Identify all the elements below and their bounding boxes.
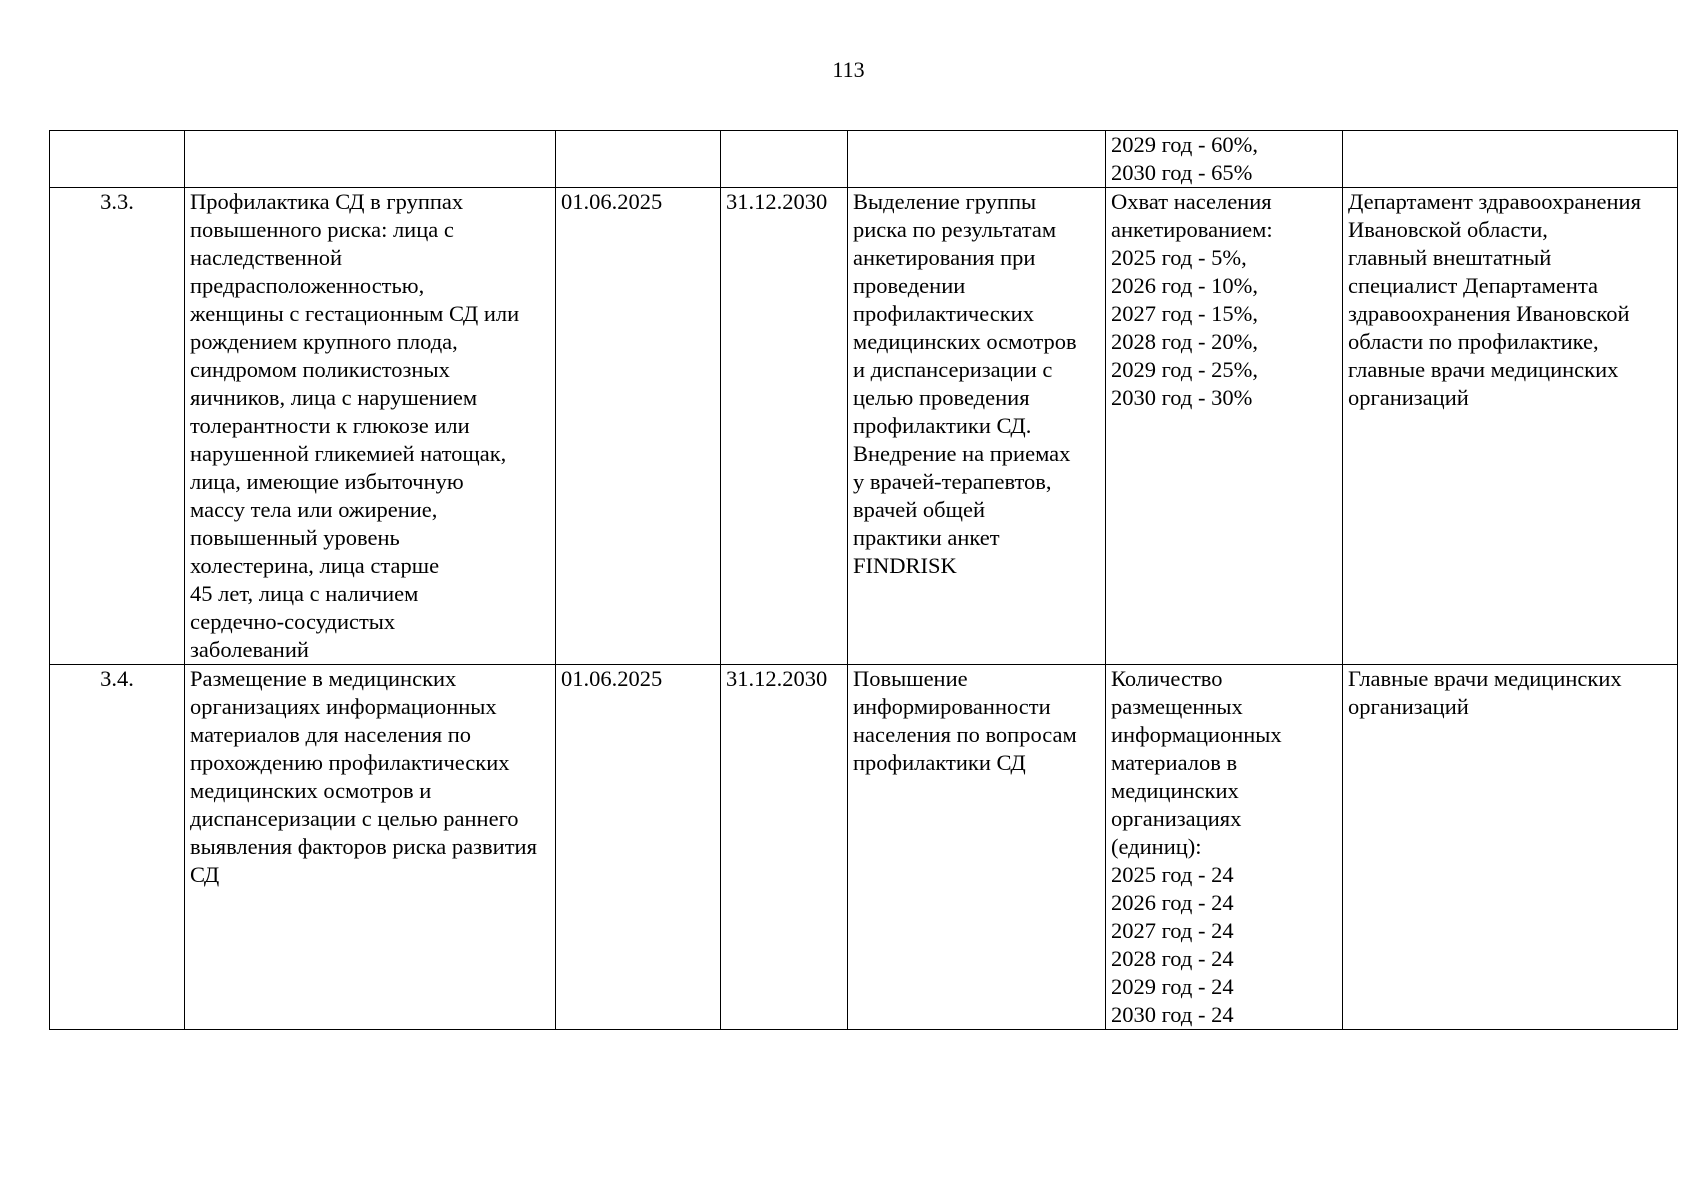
start-date-cell (556, 131, 721, 188)
start-date-cell: 01.06.2025 (556, 188, 721, 665)
row-number: 3.4. (50, 665, 185, 1030)
indicator-cell: Количество размещенных информационных материалов в медицинских организациях (единиц): 2025 год - 24 2026 год - 24 2027 год - 24 2028 год - 24 2029 год - 24 2030 год - 24 (1106, 665, 1343, 1030)
end-date-cell: 31.12.2030 (721, 665, 848, 1030)
end-date-cell: 31.12.2030 (721, 188, 848, 665)
table-row-3-3 (50, 188, 1678, 665)
action-plan-table (49, 130, 1678, 1030)
result-cell: Выделение группы риска по результатам анкетирования при проведении профилактических медицинских осмотров и диспансеризации с целью проведения профилактики СД. Внедрение на приемах у врачей-терапевтов, врачей общей практики анкет FINDRISK (848, 188, 1106, 665)
table-row-continuation (50, 131, 1678, 188)
result-cell: Повышение информированности населения по вопросам профилактики СД (848, 665, 1106, 1030)
row-number: 3.3. (50, 188, 185, 665)
page-number: 113 (832, 57, 865, 82)
indicator-cell: Охват населения анкетированием: 2025 год - 5%, 2026 год - 10%, 2027 год - 15%, 2028 год - 20%, 2029 год - 25%, 2030 год - 30% (1106, 188, 1343, 665)
end-date-cell (721, 131, 848, 188)
responsible-cell (1343, 131, 1678, 188)
row-number (50, 131, 185, 188)
activity-cell: Размещение в медицинских организациях информационных материалов для населения по прохождению профилактических медицинских осмотров и диспансеризации с целью раннего выявления факторов риска развития СД (185, 665, 556, 1030)
responsible-cell: Департамент здравоохранения Ивановской области, главный внештатный специалист Департамента здравоохранения Ивановской области по профилактике, главные врачи медицинских организаций (1343, 188, 1678, 665)
responsible-cell: Главные врачи медицинских организаций (1343, 665, 1678, 1030)
table-row-3-4 (50, 665, 1678, 1030)
activity-cell: Профилактика СД в группах повышенного риска: лица с наследственной предрасположенностью, женщины с гестационным СД или рождением крупного плода, синдромом поликистозных яичников, лица с нарушением толерантности к глюкозе или нарушенной гликемией натощак, лица, имеющие избыточную массу тела или ожирение, повышенный уровень холестерина, лица старше 45 лет, лица с наличием сердечно-сосудистых заболеваний (185, 188, 556, 665)
start-date-cell: 01.06.2025 (556, 665, 721, 1030)
activity-cell (185, 131, 556, 188)
result-cell (848, 131, 1106, 188)
indicator-cell: 2029 год - 60%, 2030 год - 65% (1106, 131, 1343, 188)
